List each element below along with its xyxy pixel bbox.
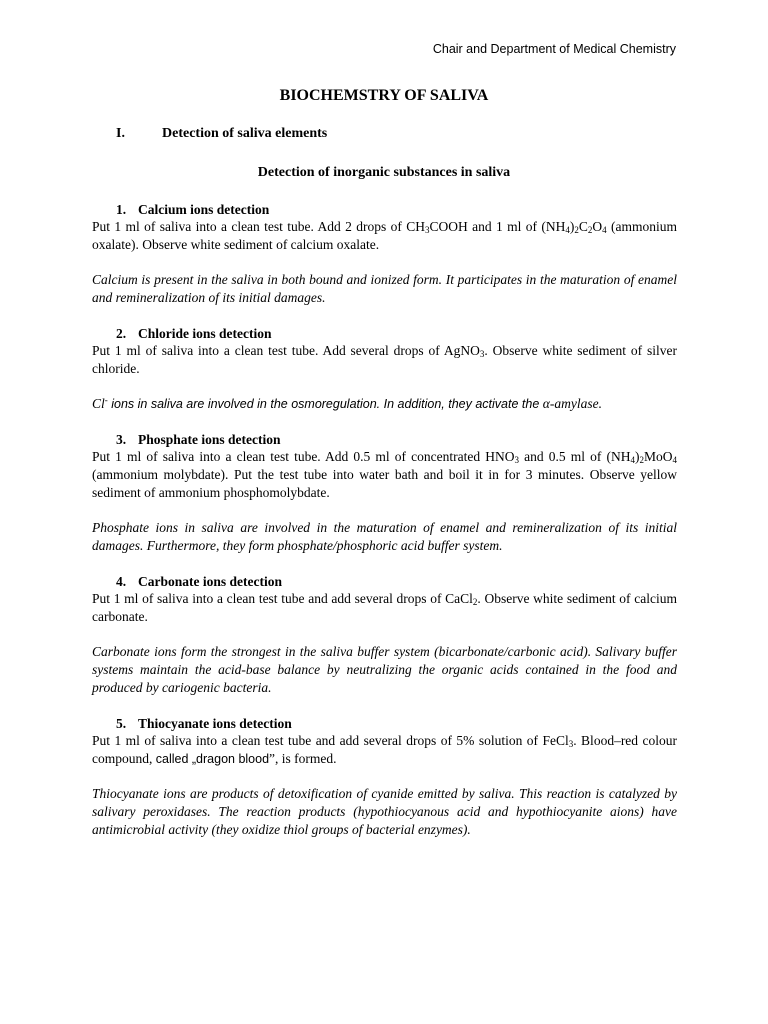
section-chloride [92,325,677,413]
section-number: 2. [116,326,127,341]
part-heading [116,126,327,142]
section-heading [116,201,677,218]
procedure-text: Put 1 ml of saliva into a clean test tube. Add 2 drops of $CH_3COOH$ and 1 ml of $(NH_4)_2C_2O_4$ (ammonium oxalate). Observe white sediment of calcium oxalate. [92,219,677,252]
section-title: Calcium ions detection [138,202,270,217]
procedure-text: Put 1 ml of saliva into a clean test tube. Add several drops of AgNO$_3$. Observe white sediment of silver chloride. [92,343,678,376]
section-heading [116,715,677,732]
section-title: Phosphate ions detection [138,432,281,447]
section-title: Chloride ions detection [138,326,272,341]
procedure-text: Put 1 ml of saliva into a clean test tube and add several drops of CaCl$_2$. Observe white sediment of calcium carbonate. [92,591,677,624]
procedure-text: Put 1 ml of saliva into a clean test tube. Add 0.5 ml of concentrated $HNO_3$ and 0.5 ml of $(NH_4)_2MoO_4$ (ammonium molybdate). Put the test tube into water bath and boil it in for 3 minutes. Observe yellow sediment of ammonium phosphomolybdate. [92,449,678,500]
section-calcium [92,201,677,307]
section-title: Carbonate ions detection [138,574,282,589]
section-heading [116,573,677,590]
part-label: Detection of saliva elements [162,126,328,141]
section-phosphate [92,431,677,555]
section-number: 5. [116,716,127,731]
section-number: 3. [116,432,127,447]
department-header: Chair and Department of Medical Chemistry [432,42,676,56]
section-number: 1. [116,202,127,217]
procedure-text: Put 1 ml of saliva into a clean test tube and add several drops of 5% solution of FeCl$_3$. Blood–red colour compound, called „dragon blood”, is formed. [92,733,677,766]
section-heading [116,431,677,448]
section-subtitle: Detection of inorganic substances in saliva [257,165,511,180]
explanation-note: Thiocyanate ions are products of detoxification of cyanide emitted by saliva. This reaction is catalyzed by salivary peroxidases. The reaction products (hypothiocyanous acid and hypothiocyanite aions) have antimicrobial activity (they oxidize thiol groups of bacterial enzymes). [92,786,677,837]
explanation-note: Cl- ions in saliva are involved in the osmoregulation. In addition, they activate the α-amylase. [92,395,602,411]
section-carbonate [92,573,677,697]
part-number: I. [116,126,125,141]
section-thiocyanate [92,715,677,839]
explanation-note: Carbonate ions form the strongest in the saliva buffer system (bicarbonate/carbonic acid). Salivary buffer systems maintain the acid-base balance by neutralizing the organic acids contained in the food and produced by cariogenic bacteria. [92,644,677,695]
section-number: 4. [116,574,127,589]
section-heading [116,325,677,342]
explanation-note: Phosphate ions in saliva are involved in the maturation of enamel and remineralization of its initial damages. Furthermore, they form phosphate/phosphoric acid buffer system. [92,520,677,553]
explanation-note: Calcium is present in the saliva in both bound and ionized form. It participates in the maturation of enamel and remineralization of its initial damages. [92,272,677,305]
section-title: Thiocyanate ions detection [138,716,292,731]
page-title: BIOCHEMSTRY OF SALIVA [279,87,489,104]
